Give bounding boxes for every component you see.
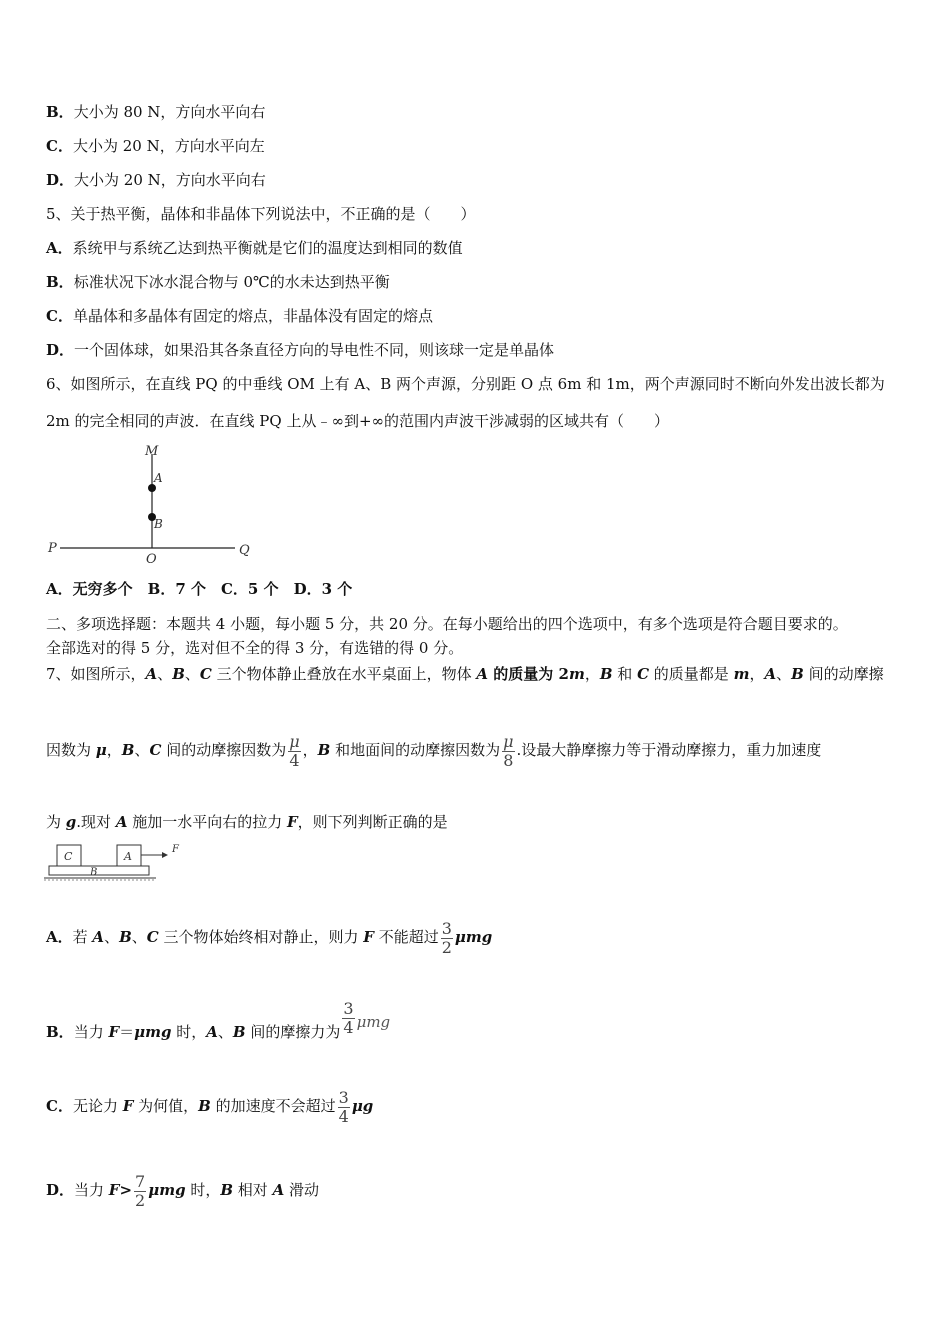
- option-text: 系统甲与系统乙达到热平衡就是它们的温度达到相同的数值: [72, 239, 463, 257]
- option-label: D．: [46, 341, 75, 359]
- q7-option-b: B．当力 F＝μmg 时，A、B 间的摩擦力为 $\frac{3}{4}$ μmg: [46, 999, 391, 1041]
- label-b: B: [90, 867, 98, 878]
- label-f: F: [172, 844, 179, 855]
- option-label: B．: [46, 103, 74, 121]
- q5-option-b: [46, 272, 390, 292]
- fraction-mu-over-8: $\frac{\mu}{8}$: [503, 731, 514, 770]
- q7-stem-line2: 因数为 μ，B、C 间的动摩擦因数为 $\frac{\mu}{4}$ ，B 和地面间的动摩擦因数为 $\frac{\mu}{8}$ .设最大静摩擦力等于滑动摩擦力，重力加速度: [46, 731, 822, 770]
- fraction-7-over-2: $\frac{7}{2}$: [135, 1171, 146, 1210]
- option-text: 大小为 80 N，方向水平向右: [73, 103, 266, 121]
- q5-option-d: [46, 340, 554, 360]
- fraction-3-over-2: $\frac{3}{2}$: [441, 918, 452, 957]
- q5-stem: 5、关于热平衡，晶体和非晶体下列说法中，不正确的是（ ）: [46, 205, 476, 223]
- section2-line1: 二、多项选择题：本题共 4 小题，每小题 5 分，共 20 分。在每小题给出的四个选项中，有多个选项是符合题目要求的。: [46, 615, 848, 633]
- label-a: A: [124, 850, 132, 863]
- q6-stem-line2: 2m 的完全相同的声波．在直线 PQ 上从﹣∞到+∞的范围内声波干涉减弱的区域共有（ ）: [46, 412, 670, 430]
- q4-option-b: [46, 102, 265, 122]
- label-o: O: [146, 552, 157, 567]
- option-text: 大小为 20 N，方向水平向右: [74, 171, 266, 189]
- q4-option-d: [46, 170, 266, 190]
- block-b: [49, 866, 149, 875]
- q7-figure: [44, 840, 194, 886]
- q7-option-d: D．当力 F> $\frac{7}{2}$ μmg 时，B 相对 A 滑动: [46, 1171, 319, 1210]
- q4-option-c: [46, 136, 265, 156]
- label-p: P: [48, 541, 57, 556]
- option-label: C．: [46, 307, 73, 325]
- section2-line2: 全部选对的得 5 分，选对但不全的得 3 分，有选错的得 0 分。: [46, 639, 464, 657]
- q7-option-a: A．若 A、B、C 三个物体始终相对静止，则力 F 不能超过 $\frac{3}{2}$ μmg: [46, 918, 493, 957]
- force-arrow-head: [162, 852, 168, 858]
- source-a-dot: [148, 484, 156, 492]
- fraction-3-over-4: $\frac{3}{4}$: [343, 999, 354, 1037]
- option-label: D．: [46, 171, 75, 189]
- q7-stem-line3: 为 g.现对 A 施加一水平向右的拉力 F，则下列判断正确的是: [46, 813, 448, 831]
- fraction-mu-over-4: $\frac{\mu}{4}$: [289, 731, 300, 770]
- option-text: 一个固体球，如果沿其各条直径方向的导电性不同，则该球一定是单晶体: [74, 341, 555, 359]
- label-m: M: [145, 444, 159, 459]
- option-text: 单晶体和多晶体有固定的熔点，非晶体没有固定的熔点: [72, 307, 433, 325]
- q5-option-c: [46, 306, 433, 326]
- option-text: 标准状况下冰水混合物与 0℃的水未达到热平衡: [73, 273, 390, 291]
- label-b: B: [154, 517, 163, 531]
- fraction-3-over-4: $\frac{3}{4}$: [338, 1087, 349, 1126]
- q6-stem-line1: 6、如图所示，在直线 PQ 的中垂线 OM 上有 A、B 两个声源，分别距 O 点 6m 和 1m，两个声源同时不断向外发出波长都为: [46, 375, 885, 393]
- label-c: C: [64, 850, 73, 863]
- option-label: C．: [46, 137, 73, 155]
- label-a: A: [154, 471, 163, 485]
- option-label: B．: [46, 273, 74, 291]
- q6-figure: [40, 440, 270, 570]
- label-q: Q: [239, 543, 250, 558]
- q5-option-a: [46, 238, 463, 258]
- q7-stem-line1: 7、如图所示，A、B、C 三个物体静止叠放在水平桌面上，物体 A 的质量为 2m，B 和 C 的质量都是 m，A、B 间的动摩擦: [46, 665, 884, 683]
- q6-options: A．无穷多个 B．7 个 C．5 个 D．3 个: [46, 580, 353, 598]
- option-text: 大小为 20 N，方向水平向左: [72, 137, 265, 155]
- q7-option-c: C．无论力 F 为何值，B 的加速度不会超过 $\frac{3}{4}$ μg: [46, 1087, 374, 1126]
- option-label: A．: [46, 239, 73, 257]
